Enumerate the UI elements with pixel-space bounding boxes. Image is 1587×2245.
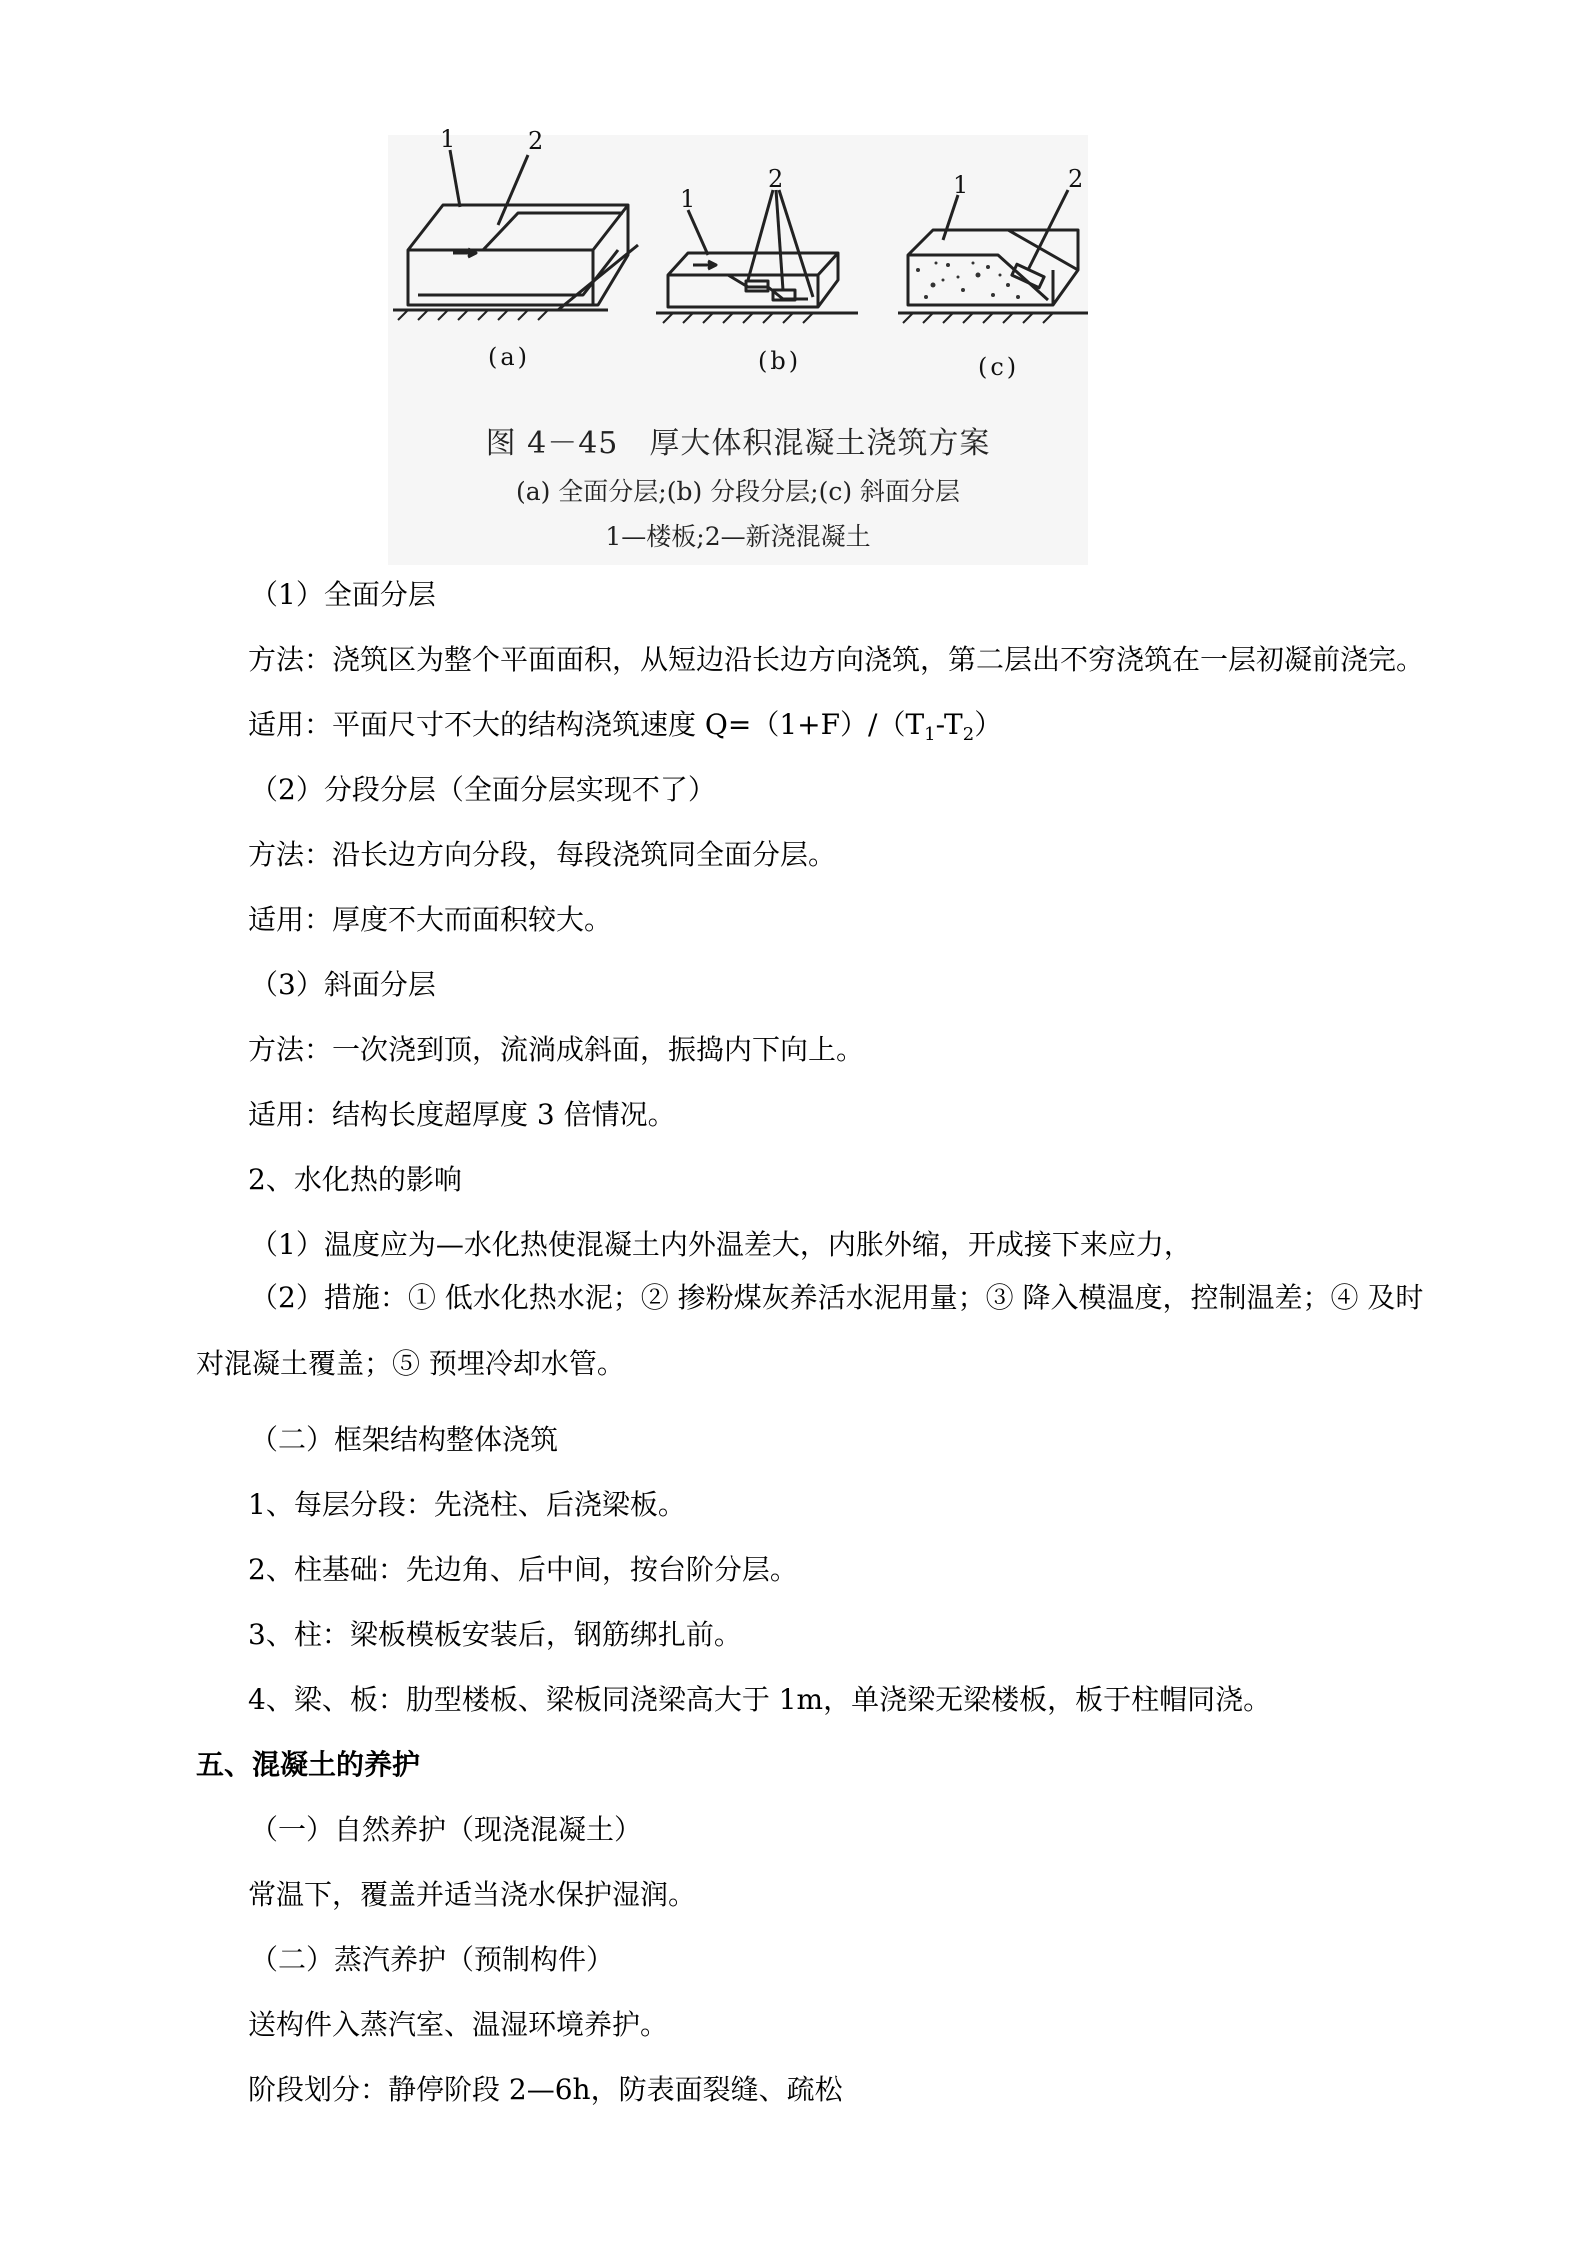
segment-layering-application: 适用：厚度不大而面积较大。 (248, 903, 613, 936)
figure-a-callout-1-label: 1 (440, 125, 459, 153)
frame-item-1: 1、每层分段：先浇柱、后浇梁板。 (248, 1488, 686, 1521)
slope-layering-application: 适用：结构长度超厚度 3 倍情况。 (248, 1098, 676, 1131)
figure-c-callout-1-label: 1 (953, 171, 972, 199)
segment-layering-method: 方法：沿长边方向分段，每段浇筑同全面分层。 (248, 838, 837, 871)
temperature-stress-text: （1）温度应为—水化热使混凝土内外温差大，内胀外缩，开成接下来应力， (250, 1228, 1192, 1261)
section-slope-layering-heading: （3）斜面分层 (250, 968, 436, 1001)
natural-curing-heading: （一）自然养护（现浇混凝土） (250, 1813, 643, 1846)
steam-curing-text: 送构件入蒸汽室、温湿环境养护。 (248, 2008, 669, 2041)
figure-b-label: (b) (758, 347, 802, 375)
section-segment-layering-heading: （2）分段分层（全面分层实现不了） (250, 773, 716, 806)
figure-a-label: (a) (488, 343, 531, 371)
steam-curing-heading: （二）蒸汽养护（预制构件） (250, 1943, 615, 1976)
figure-b-callout-2-label: 2 (768, 165, 787, 193)
natural-curing-text: 常温下，覆盖并适当浇水保护湿润。 (248, 1878, 697, 1911)
figure-a-drawing (393, 150, 638, 320)
section-full-layering-heading: （1）全面分层 (250, 578, 436, 611)
figure-c-drawing (898, 190, 1088, 323)
figure-drawings (388, 135, 1088, 425)
curing-heading: 五、混凝土的养护 (196, 1748, 421, 1781)
full-layering-application: 适用：平面尺寸不大的结构浇筑速度 $Q=(1+F)/(T_1-T_2)$ (248, 708, 1003, 745)
figure-a-callout-2-label: 2 (528, 127, 547, 155)
figure-c-concrete-texture (916, 262, 1020, 300)
slope-layering-method: 方法：一次浇到顶，流淌成斜面，振捣内下向上。 (248, 1033, 865, 1066)
figure-subtitle: (a) 全面分层;(b) 分段分层;(c) 斜面分层 (515, 477, 961, 506)
measures-text: （2）措施：① 低水化热水泥；② 掺粉煤灰养活水泥用量；③ 降入模温度，控制温差；④ 及时对混凝土覆盖；⑤ 预埋冷却水管。 (196, 1281, 1424, 1380)
figure-legend: 1—楼板;2—新浇混凝土 (605, 522, 871, 551)
full-layering-method: 方法：浇筑区为整个平面面积，从短边沿长边方向浇筑，第二层出不穷浇筑在一层初凝前浇完。 (248, 643, 1425, 676)
figure-title: 图 4－45 厚大体积混凝土浇筑方案 (485, 426, 991, 461)
concrete-pouring-figure (388, 125, 1088, 565)
hydration-heat-heading: 2、水化热的影响 (248, 1163, 462, 1196)
steam-curing-stages: 阶段划分：静停阶段 2—6h，防表面裂缝、疏松 (248, 2073, 843, 2106)
frame-structure-heading: （二）框架结构整体浇筑 (250, 1423, 559, 1456)
figure-b-callout-1-label: 1 (680, 185, 699, 213)
figure-c-label: (c) (978, 353, 1020, 381)
frame-item-4: 4、梁、板：肋型楼板、梁板同浇梁高大于 1m，单浇梁无梁楼板，板于柱帽同浇。 (248, 1683, 1272, 1716)
figure-c-callout-2-label: 2 (1068, 165, 1087, 193)
frame-item-2: 2、柱基础：先边角、后中间，按台阶分层。 (248, 1553, 798, 1586)
frame-item-3: 3、柱：梁板模板安装后，钢筋绑扎前。 (248, 1618, 742, 1651)
